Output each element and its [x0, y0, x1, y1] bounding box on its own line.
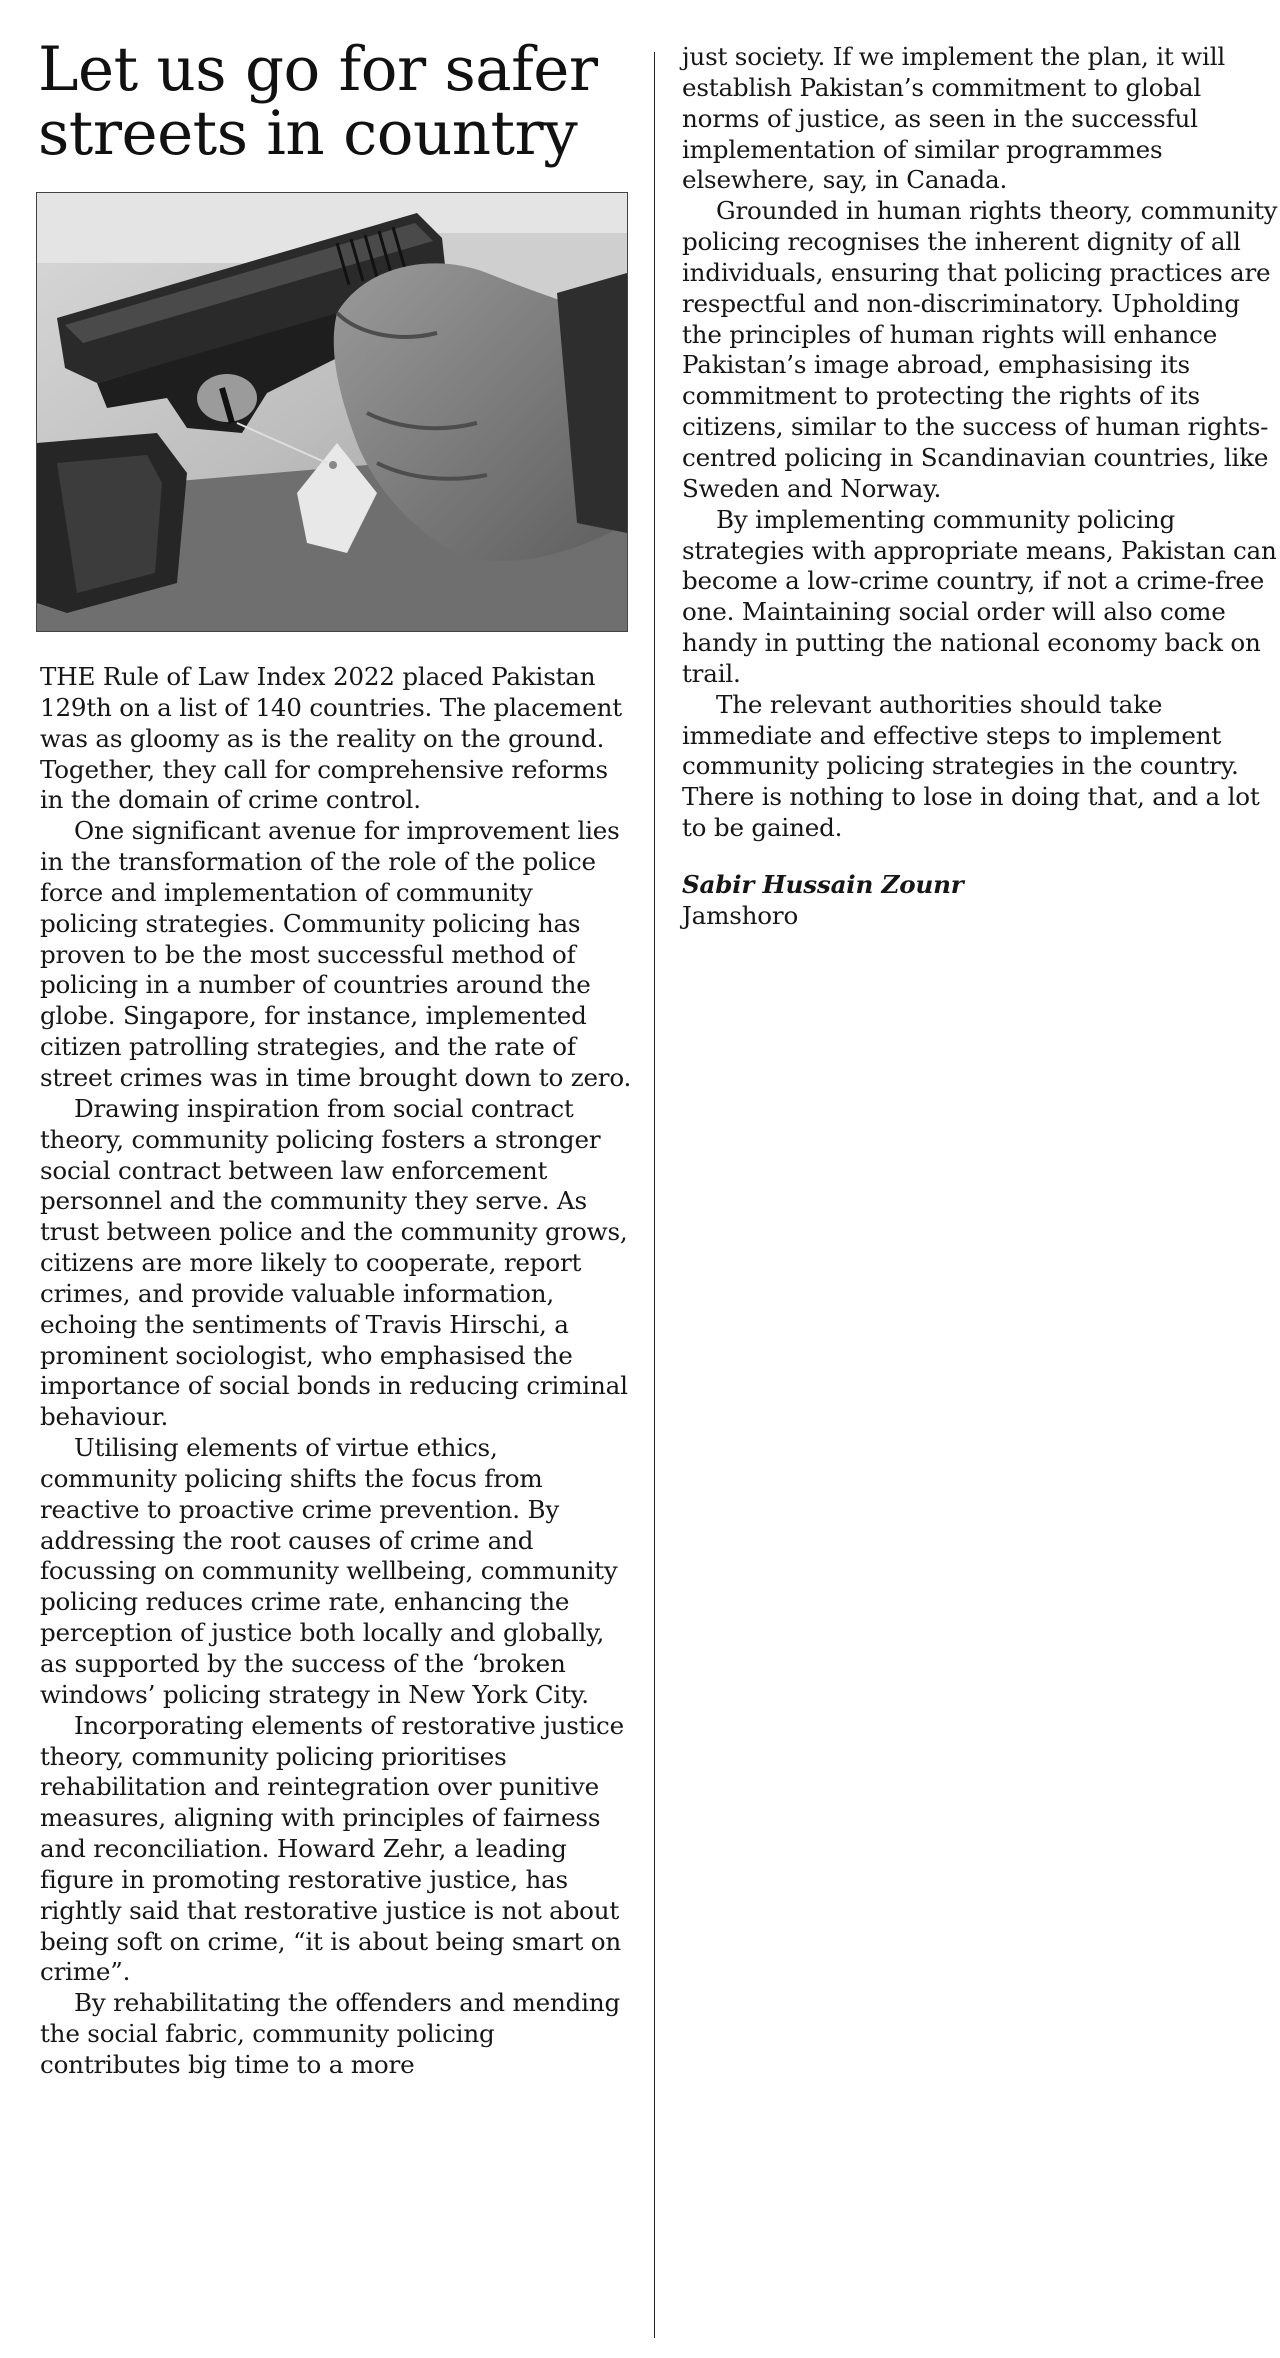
paragraph: The relevant authorities should take immediate and effective steps to implement community policing strategies in the country. There is nothing to lose in doing that, and a lot to be gained. [682, 689, 1260, 843]
paragraph: One significant avenue for improvement lies in the transformation of the role of the police force and implementation of community policing strategies. Community policing has proven to be the most successful method of policing in a number of countries around the globe. Singapore, for instance, implemented citizen patrolling strategies, and the rate of street crimes was in time brought down to zero. [40, 816, 632, 1092]
paragraph: Grounded in human rights theory, community policing recognises the inherent dignity of all individuals, ensuring that policing practices are respectful and non-discriminatory. Upholding the principles of human rights will enhance Pakistan’s image abroad, emphasising its commitment to protecting the rights of its citizens, similar to the success of human rights-centred policing in Scandinavian countries, like Sweden and Norway. [682, 196, 1278, 503]
handgun-photo-icon [36, 192, 628, 632]
paragraph: By implementing community policing strategies with appropriate means, Pakistan can become a low-crime country, if not a crime-free one. Maintaining social order will also come handy in putting the national economy back on trail. [682, 504, 1277, 688]
signature-block [682, 870, 1280, 932]
author-location: Jamshoro [682, 900, 799, 930]
article-column-right [682, 42, 1280, 932]
paragraph: Drawing inspiration from social contract theory, community policing fosters a stronger social contract between law enforcement personnel and the community they serve. As trust between police and the community grows, citizens are more likely to cooperate, report crimes, and provide valuable information, echoing the sentiments of Travis Hirschi, a prominent sociologist, who emphasised the importance of social bonds in reducing criminal behaviour. [40, 1093, 628, 1432]
author-name: Sabir Hussain Zounr [682, 869, 964, 899]
paragraph: just society. If we implement the plan, it will establish Pakistan’s commitment to global norms of justice, as seen in the successful implementation of similar programmes elsewhere, say, in Canada. [682, 42, 1226, 195]
paragraph: Incorporating elements of restorative justice theory, community policing prioritises rehabilitation and reintegration over punitive measures, aligning with principles of fairness and reconciliation. Howard Zehr, a leading figure in promoting restorative justice, has rightly said that restorative justice is not about being soft on crime, “it is about being smart on crime”. [40, 1710, 624, 1987]
headline: Let us go for safer streets in country [38, 34, 598, 169]
article-column-left [40, 662, 638, 2081]
column-divider [654, 52, 655, 2338]
paragraph: THE Rule of Law Index 2022 placed Pakistan 129th on a list of 140 countries. The placement was as gloomy as is the reality on the ground. Together, they call for comprehensive reforms in the domain of crime control. [40, 662, 622, 815]
paragraph: Utilising elements of virtue ethics, community policing shifts the focus from reactive to proactive crime prevention. By addressing the root causes of crime and focussing on community wellbeing, community policing reduces crime rate, enhancing the perception of justice both locally and globally, as supported by the success of the ‘broken windows’ policing strategy in New York City. [40, 1433, 618, 1709]
paragraph: By rehabilitating the offenders and mending the social fabric, community policing contributes big time to a more [40, 1988, 620, 2079]
